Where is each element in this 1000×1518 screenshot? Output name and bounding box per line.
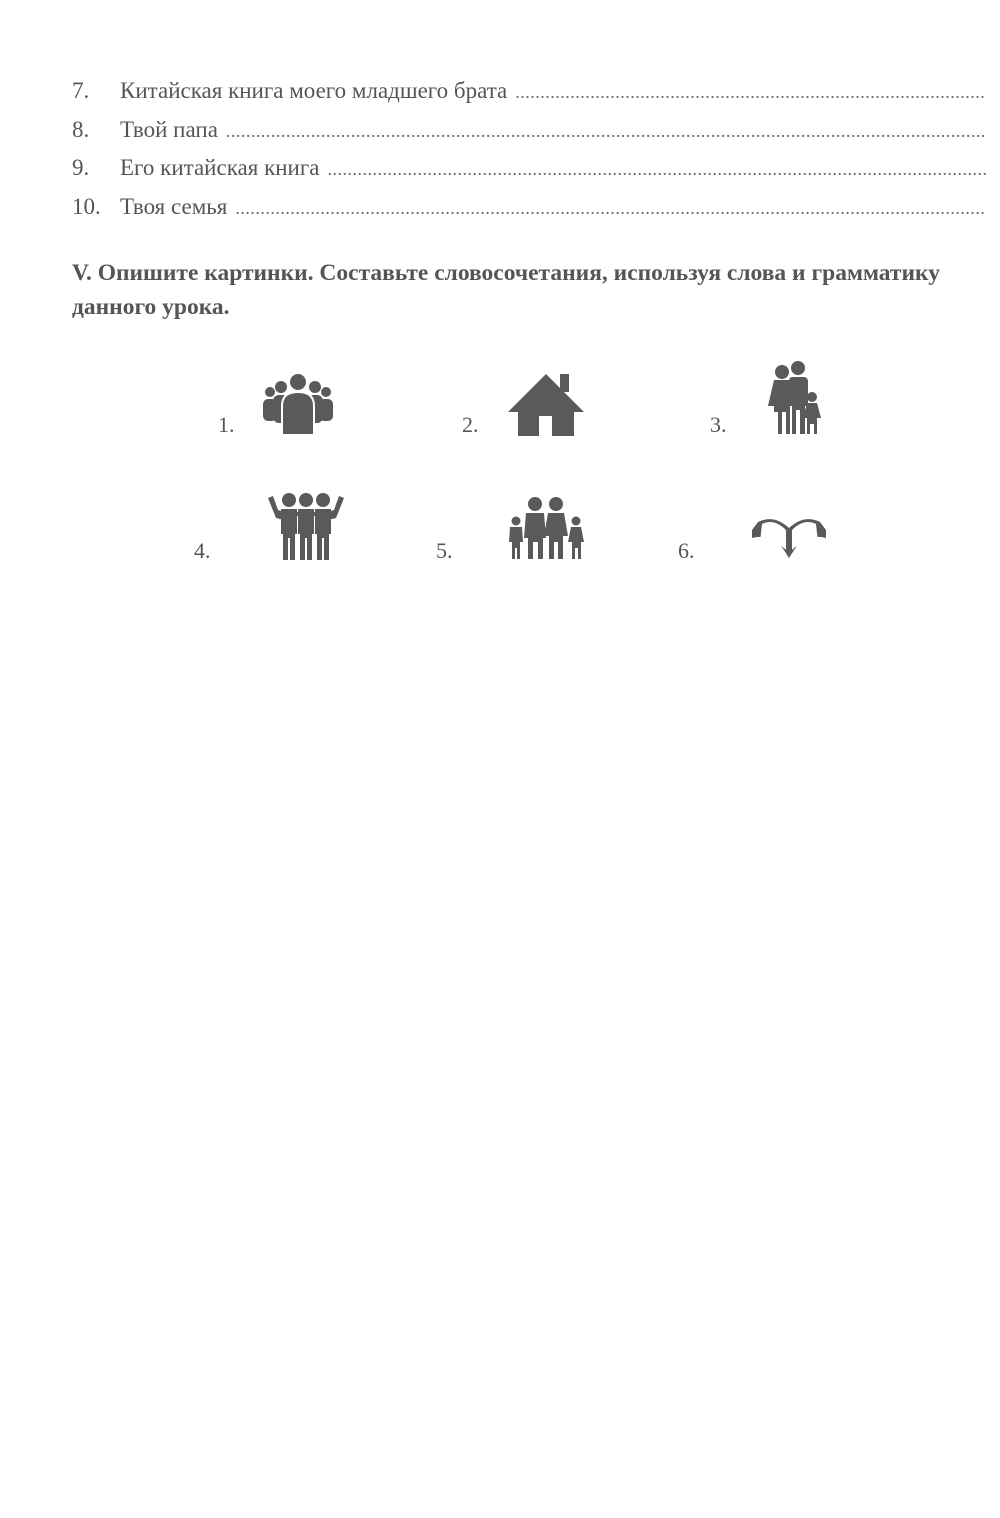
mother-and-children-icon [768,360,824,436]
picture-item [710,360,870,450]
item-text: Его китайская книга [120,155,320,180]
house-icon [508,372,584,436]
item-text: Твоя семья [120,193,228,219]
list-item [72,72,986,111]
answer-line[interactable] [235,189,986,227]
item-text: Китайская книга моего младшего брата [120,78,508,103]
answer-line[interactable] [226,112,986,150]
section-heading: V. Опишите картинки. Составьте словосочетания, используя слова и грамматику данного урока. [72,260,940,320]
picture-item [194,486,354,576]
picture-number: 6. [678,538,695,563]
picture-number: 3. [710,412,727,437]
item-number: 7. [72,78,90,103]
picture-number: 4. [194,538,211,563]
picture-number: 1. [218,412,235,437]
picture-item [678,486,838,576]
list-item [72,149,986,188]
answer-line[interactable] [328,150,987,188]
picture-number: 5. [436,538,453,563]
family-icon [508,496,584,560]
open-book-icon [750,512,828,562]
item-number: 9. [72,155,90,180]
list-item [72,188,986,227]
item-text: Твой папа [120,116,218,142]
picture-number: 2. [462,412,479,437]
picture-item [218,360,378,450]
friends-embracing-icon [268,492,344,560]
item-number: 10. [72,193,101,219]
picture-item [462,360,622,450]
phrase-list [72,72,986,226]
answer-line[interactable] [515,73,986,111]
item-number: 8. [72,116,90,142]
list-item [72,111,986,150]
group-of-people-icon [260,370,336,436]
picture-item [436,486,596,576]
